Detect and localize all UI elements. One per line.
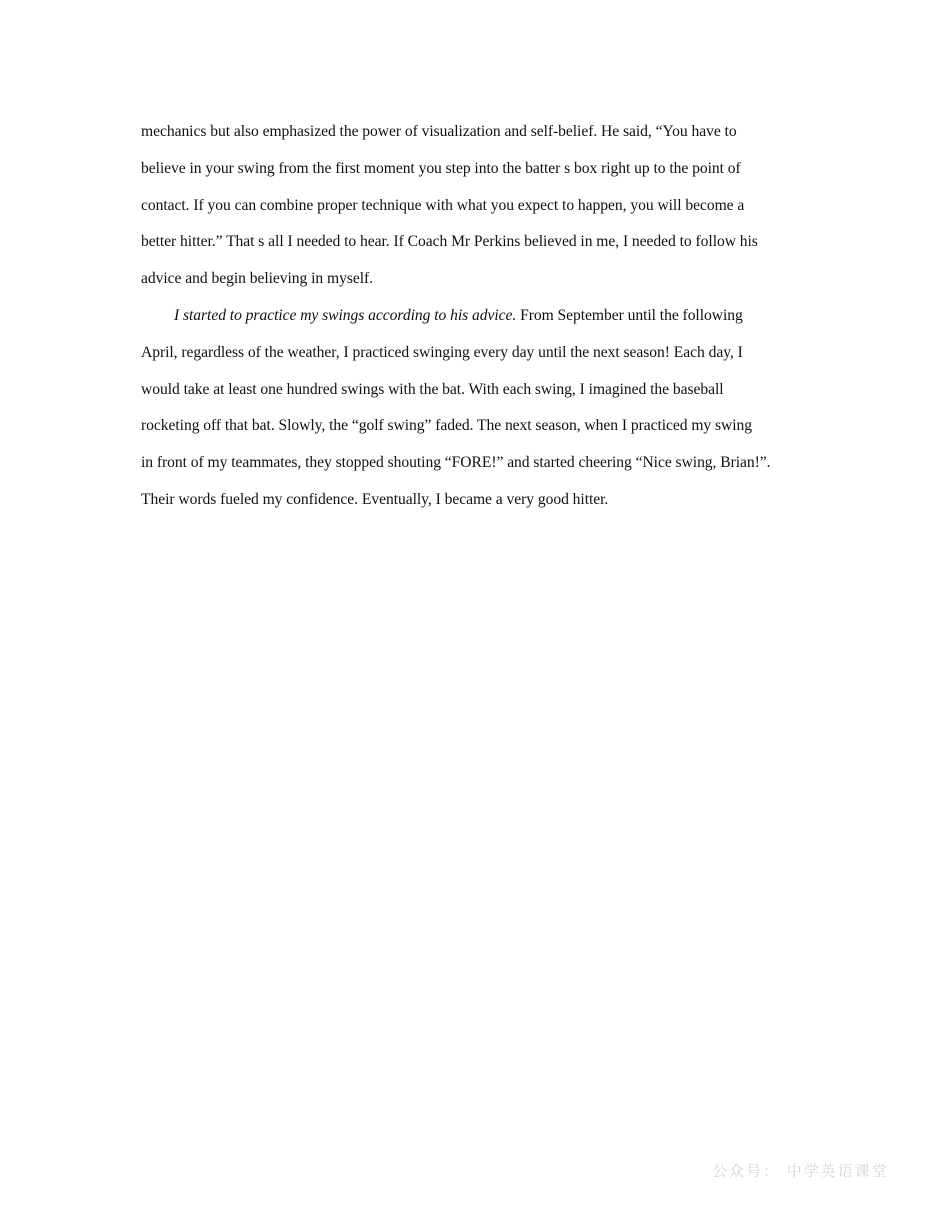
text-fragment: From September until the following: [516, 306, 743, 324]
text-line: April, regardless of the weather, I practiced swinging every day until the next season! Each day, I: [141, 343, 743, 361]
text-line: contact. If you can combine proper technique with what you expect to happen, you will become a: [141, 196, 745, 214]
watermark: 公众号： 中学英语课堂: [712, 1162, 889, 1180]
text-line: rocketing off that bat. Slowly, the “golf swing” faded. The next season, when I practiced my swing: [141, 417, 753, 435]
text-line: mechanics but also emphasized the power of visualization and self-belief. He said, “You have to: [141, 123, 737, 140]
text-line: believe in your swing from the first moment you step into the batter s box right up to the point of: [141, 159, 741, 177]
text-line: Their words fueled my confidence. Eventually, I became a very good hitter.: [141, 490, 609, 508]
text-line: would take at least one hundred swings with the bat. With each swing, I imagined the baseball: [141, 380, 724, 398]
italic-sentence: I started to practice my swings according to his advice.: [174, 306, 517, 324]
text-line: better hitter.” That s all I needed to hear. If Coach Mr Perkins believed in me, I needed to follow his: [141, 233, 758, 251]
paragraph-first-line: [141, 298, 821, 335]
body-text: [141, 114, 821, 519]
text-line: advice and begin believing in myself.: [141, 270, 373, 288]
text-line: in front of my teammates, they stopped shouting “FORE!” and started cheering “Nice swing, Brian!”.: [141, 454, 771, 472]
